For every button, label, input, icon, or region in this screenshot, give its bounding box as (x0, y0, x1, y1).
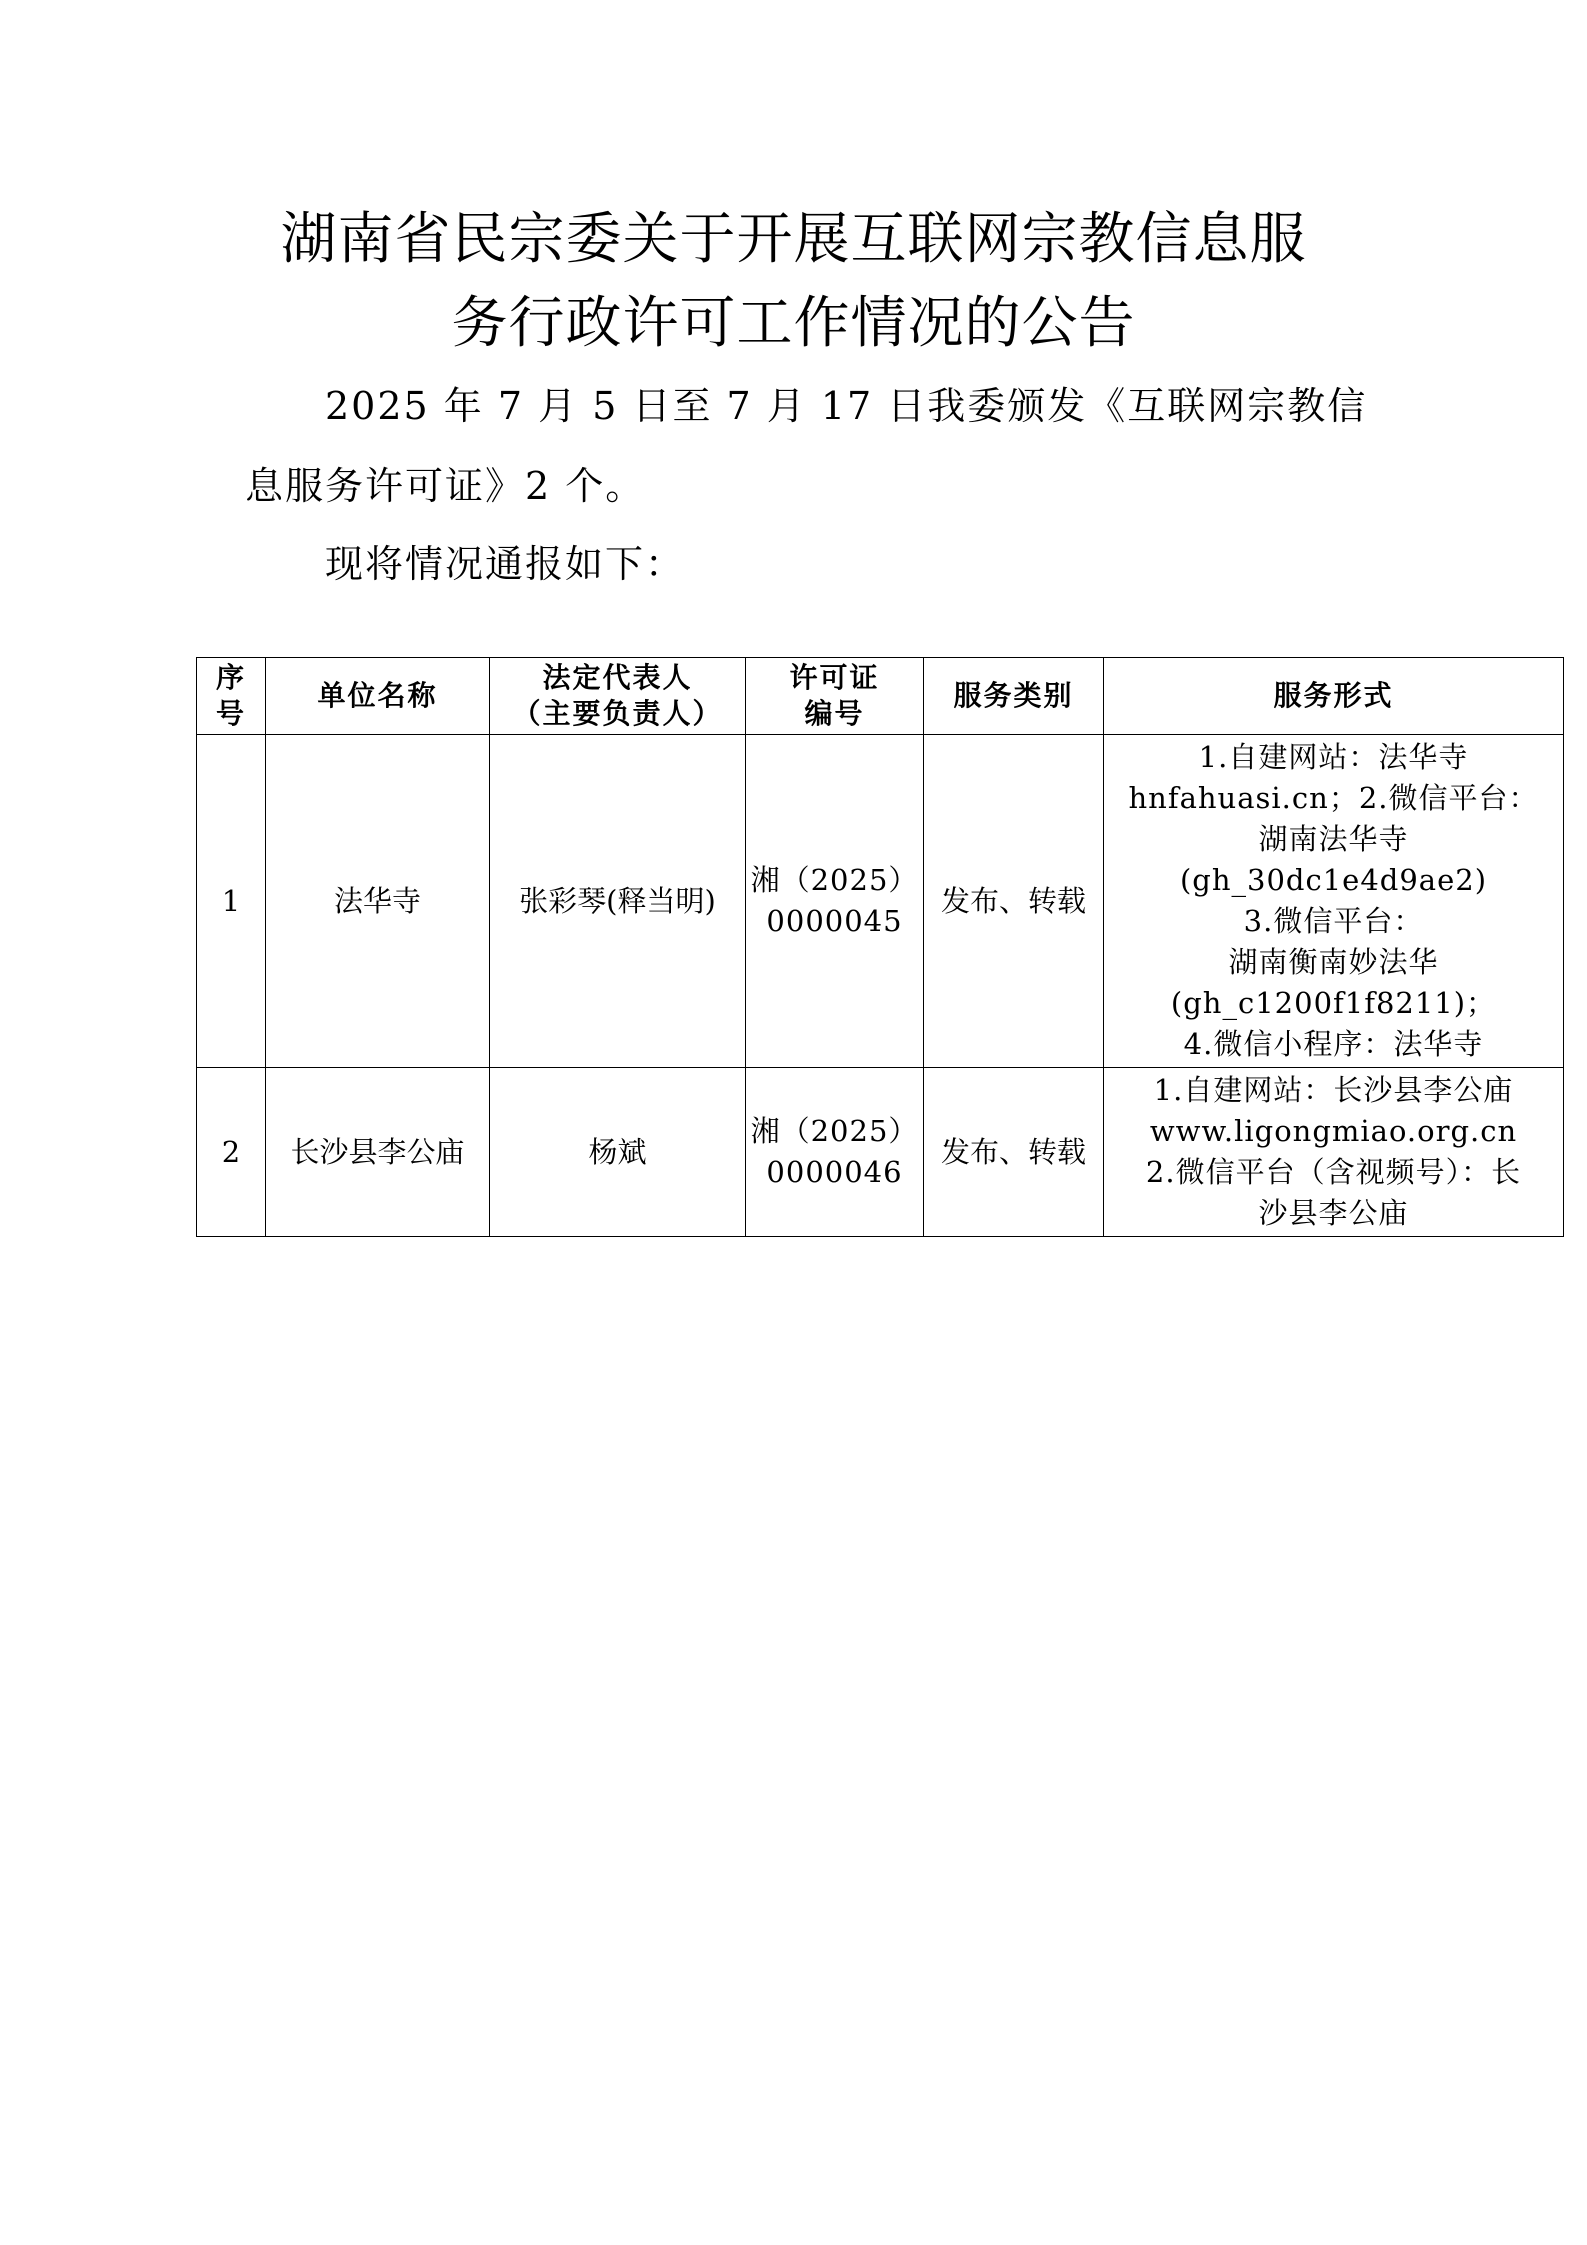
header-license-line-1: 许可证 (789, 661, 880, 694)
paragraph-line-2: 息服务许可证》2 个。 (245, 464, 646, 508)
document-title (0, 198, 1587, 366)
form-line: 4.微信小程序：法华寺 (1183, 1027, 1484, 1061)
header-index-line-2: 号 (215, 697, 246, 730)
form-line: (gh_30dc1e4d9ae2) (1179, 863, 1488, 897)
cell-form (1104, 1068, 1564, 1237)
cell-representative: 张彩琴(释当明) (490, 735, 746, 1068)
header-rep-line-2: （主要负责人） (512, 697, 723, 730)
cell-category: 发布、转载 (924, 1068, 1104, 1237)
cell-license-line-1: 湘（2025） (750, 863, 919, 897)
title-line-1: 湖南省民宗委关于开展互联网宗教信息服 (280, 207, 1307, 272)
cell-category: 发布、转载 (924, 735, 1104, 1068)
header-license-line-2: 编号 (804, 697, 865, 730)
cell-form (1104, 735, 1564, 1068)
table-row (197, 735, 1564, 1068)
cell-license-line-1: 湘（2025） (750, 1114, 919, 1148)
title-line-2: 务行政许可工作情况的公告 (451, 291, 1136, 356)
form-line: 湖南衡南妙法华 (1228, 945, 1439, 979)
cell-unit: 长沙县李公庙 (266, 1068, 490, 1237)
table-header-row (197, 658, 1564, 735)
cell-unit: 法华寺 (266, 735, 490, 1068)
header-index (197, 658, 266, 735)
form-line: 3.微信平台： (1243, 904, 1424, 938)
cell-license (746, 735, 924, 1068)
cell-license (746, 1068, 924, 1237)
form-line: www.ligongmiao.org.cn (1149, 1114, 1518, 1148)
header-index-line-1: 序 (215, 661, 246, 694)
form-line: 1.自建网站：法华寺 (1198, 740, 1469, 774)
form-line: (gh_c1200f1f8211)； (1170, 986, 1497, 1020)
header-unit: 单位名称 (266, 658, 490, 735)
form-line: hnfahuasi.cn；2.微信平台： (1128, 781, 1539, 815)
header-rep-line-1: 法定代表人 (542, 661, 693, 694)
paragraph-line-1: 2025 年 7 月 5 日至 7 月 17 日我委颁发《互联网宗教信 (325, 384, 1368, 428)
cell-index: 2 (197, 1068, 266, 1237)
license-table (196, 657, 1564, 1237)
form-line: 2.微信平台（含视频号）：长 (1145, 1155, 1522, 1189)
cell-license-line-2: 0000046 (766, 1155, 903, 1189)
header-license (746, 658, 924, 735)
cell-representative: 杨斌 (490, 1068, 746, 1237)
form-line: 湖南法华寺 (1258, 822, 1409, 856)
header-form: 服务形式 (1104, 658, 1564, 735)
form-line: 1.自建网站：长沙县李公庙 (1153, 1073, 1514, 1107)
header-representative (490, 658, 746, 735)
paragraph-line-3: 现将情况通报如下： (325, 542, 686, 586)
form-line: 沙县李公庙 (1258, 1196, 1409, 1230)
table-row (197, 1068, 1564, 1237)
header-category: 服务类别 (924, 658, 1104, 735)
cell-license-line-2: 0000045 (766, 904, 903, 938)
cell-index: 1 (197, 735, 266, 1068)
